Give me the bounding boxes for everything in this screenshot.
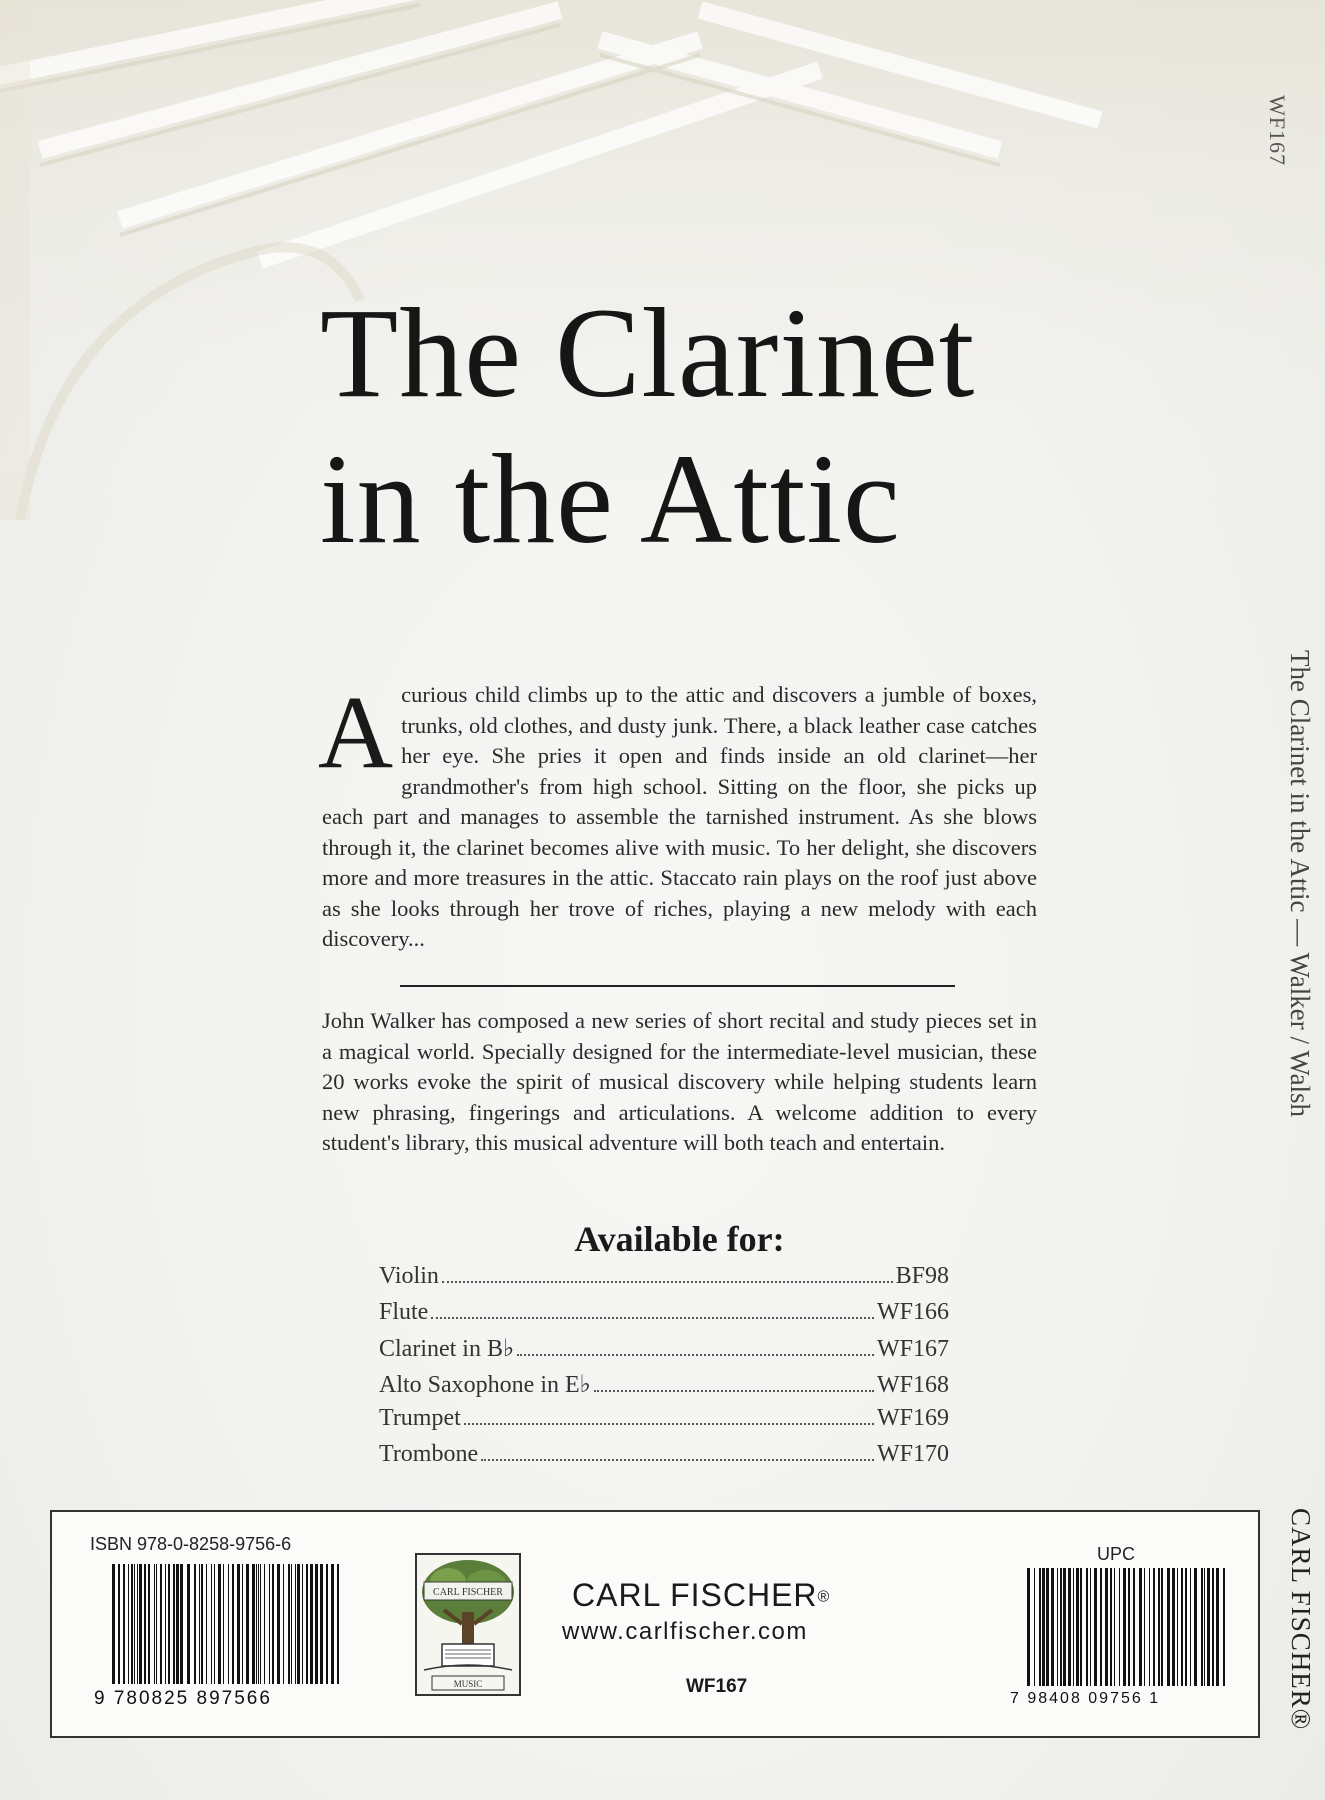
edition-row	[379, 1370, 949, 1406]
edition-dot-leader	[464, 1423, 874, 1425]
barcode-bar	[112, 1564, 115, 1684]
barcode-bar	[320, 1564, 323, 1684]
edition-code: WF169	[877, 1405, 949, 1431]
isbn-digits: 9 780825 897566	[94, 1688, 272, 1709]
barcode-bar	[237, 1564, 240, 1684]
available-heading: Available for:	[574, 1219, 785, 1259]
barcode-bar	[283, 1564, 284, 1684]
barcode-bar	[160, 1564, 162, 1684]
edition-row	[379, 1299, 949, 1335]
barcode-bar	[1172, 1568, 1175, 1686]
spine-catalog-code: WF167	[1265, 95, 1290, 166]
barcode-bar	[218, 1564, 221, 1684]
edition-instrument: Violin	[379, 1263, 439, 1289]
barcode-bar	[1046, 1568, 1049, 1686]
edition-row	[379, 1441, 949, 1477]
description-text: curious child climbs up to the attic and discovers a jumble of boxes, trunks, old clothes, and dusty junk. There, a black leather case catches her eye. She pries it open and finds inside an old clarinet—her grandmother's from high school. Sitting on the floor, she picks up each part and manages to assemble the tarnished instrument. As she blows through it, the clarinet becomes alive with music. To her delight, she discovers more and more treasures in the attic. Staccato rain plays on the roof just above as she looks through her trove of riches, playing a new melody with each discovery...	[322, 682, 1037, 951]
barcode-bar	[1063, 1568, 1066, 1686]
barcode-bar	[1086, 1568, 1088, 1686]
barcode-bar	[232, 1564, 234, 1684]
registered-mark: ®	[817, 1588, 831, 1606]
edition-dot-leader	[594, 1390, 874, 1392]
barcode-bar	[168, 1564, 170, 1684]
barcode-bar	[139, 1564, 142, 1684]
logo-text-bottom: MUSIC	[453, 1679, 483, 1689]
barcode-bar	[1216, 1568, 1219, 1686]
barcode-bar	[1212, 1568, 1214, 1686]
upc-barcode	[1027, 1568, 1227, 1686]
barcode-bar	[128, 1564, 129, 1684]
barcode-bar	[310, 1564, 313, 1684]
barcode-bar	[1114, 1568, 1115, 1686]
barcode-bar	[1194, 1568, 1197, 1686]
barcode-bar	[1149, 1568, 1150, 1686]
barcode-bar	[223, 1564, 224, 1684]
barcode-bar	[242, 1564, 243, 1684]
barcode-bar	[1051, 1568, 1054, 1686]
barcode-bar	[295, 1564, 296, 1684]
about-text: John Walker has composed a new series of short recital and study pieces set in a magical world. Specially designed for the intermediate-level musician, these 20 works evoke the spirit of musical discovery while helping students learn new phrasing, fingerings and articulations. A welcome addition to every student's library, this musical adventure will both teach and entertain.	[322, 1008, 1037, 1155]
edition-instrument: Trombone	[379, 1440, 479, 1467]
barcode-bar	[1133, 1568, 1135, 1686]
barcode-bar	[1100, 1568, 1102, 1686]
barcode-bar	[1034, 1568, 1035, 1686]
barcode-bar	[1144, 1568, 1145, 1686]
barcode-bar	[211, 1564, 212, 1684]
barcode-bar	[201, 1564, 203, 1684]
barcode-bar	[173, 1564, 175, 1684]
barcode-bar	[1204, 1568, 1205, 1686]
barcode-bar	[1223, 1568, 1225, 1686]
publisher-website[interactable]: www.carlfischer.com	[562, 1618, 808, 1645]
barcode-bar	[134, 1564, 135, 1684]
publisher-name	[572, 1577, 830, 1614]
edition-instrument: Flute	[379, 1298, 429, 1325]
barcode-panel	[50, 1510, 1260, 1738]
barcode-bar	[1158, 1568, 1160, 1686]
barcode-bar	[1105, 1568, 1108, 1686]
title-line-2: in the Attic	[320, 428, 901, 570]
barcode-bar	[326, 1564, 328, 1684]
barcode-bar	[1090, 1568, 1091, 1686]
barcode-bar	[1042, 1568, 1045, 1686]
barcode-bar	[1161, 1568, 1163, 1686]
barcode-bar	[194, 1564, 196, 1684]
barcode-bar	[337, 1564, 339, 1684]
barcode-bar	[131, 1564, 133, 1684]
barcode-bar	[331, 1564, 334, 1684]
barcode-bar	[187, 1564, 190, 1684]
edition-instrument: Clarinet in B♭	[379, 1336, 515, 1362]
barcode-bar	[123, 1564, 125, 1684]
barcode-bar	[148, 1564, 150, 1684]
edition-code: WF167	[877, 1336, 949, 1362]
edition-code: WF168	[877, 1371, 949, 1398]
barcode-bar	[1057, 1568, 1058, 1686]
barcode-bar	[1039, 1568, 1041, 1686]
section-divider	[400, 985, 955, 987]
barcode-bar	[1123, 1568, 1126, 1686]
barcode-bar	[297, 1564, 300, 1684]
edition-dot-leader	[442, 1281, 893, 1283]
barcode-bar	[1080, 1568, 1082, 1686]
edition-dot-leader	[481, 1459, 874, 1461]
barcode-bar	[1153, 1568, 1155, 1686]
barcode-bar	[1207, 1568, 1210, 1686]
barcode-bar	[1068, 1568, 1071, 1686]
barcode-bar	[176, 1564, 179, 1684]
spine-title: The Clarinet in the Attic — Walker / Walsh	[1285, 650, 1315, 1118]
edition-dot-leader	[517, 1354, 874, 1356]
barcode-bar	[214, 1564, 215, 1684]
barcode-bar	[1060, 1568, 1062, 1686]
drop-cap: A	[318, 675, 394, 790]
barcode-bar	[291, 1564, 292, 1684]
barcode-bar	[1190, 1568, 1191, 1686]
catalog-number: WF167	[686, 1676, 748, 1697]
edition-instrument: Trumpet	[379, 1405, 461, 1431]
publisher-name-text: CARL FISCHER	[572, 1577, 818, 1613]
carl-fischer-logo	[414, 1552, 522, 1697]
edition-instrument: Alto Saxophone in E♭	[379, 1371, 591, 1398]
barcode-bar	[180, 1564, 183, 1684]
editions-list	[379, 1263, 949, 1476]
barcode-bar	[277, 1564, 280, 1684]
barcode-bar	[1181, 1568, 1183, 1686]
barcode-bar	[118, 1564, 120, 1684]
barcode-bar	[252, 1564, 255, 1684]
edition-code: BF98	[895, 1263, 949, 1289]
logo-text-top: CARL FISCHER	[433, 1587, 503, 1598]
barcode-bar	[256, 1564, 257, 1684]
isbn-label: ISBN 978-0-8258-9756-6	[90, 1534, 292, 1554]
barcode-bar	[1073, 1568, 1074, 1686]
isbn-barcode	[112, 1564, 342, 1684]
edition-row	[379, 1405, 949, 1441]
barcode-bar	[1177, 1568, 1178, 1686]
barcode-bar	[258, 1564, 259, 1684]
barcode-bar	[1119, 1568, 1120, 1686]
barcode-bar	[288, 1564, 290, 1684]
barcode-bar	[137, 1564, 138, 1684]
book-title	[320, 280, 1080, 572]
edition-code: WF170	[877, 1440, 949, 1467]
barcode-bar	[306, 1564, 308, 1684]
barcode-bar	[1185, 1568, 1187, 1686]
barcode-bar	[1139, 1568, 1142, 1686]
barcode-bar	[1094, 1568, 1097, 1686]
edition-row	[379, 1334, 949, 1370]
story-description	[318, 675, 1037, 955]
barcode-bar	[228, 1564, 229, 1684]
upc-digits: 7 98408 09756 1	[1010, 1690, 1161, 1707]
barcode-bar	[1076, 1568, 1079, 1686]
barcode-bar	[1110, 1568, 1112, 1686]
barcode-bar	[1128, 1568, 1130, 1686]
barcode-bar	[260, 1564, 261, 1684]
edition-row	[379, 1263, 949, 1299]
barcode-bar	[206, 1564, 207, 1684]
barcode-bar	[156, 1564, 157, 1684]
edition-dot-leader	[431, 1317, 874, 1319]
barcode-bar	[1201, 1568, 1203, 1686]
barcode-bar	[269, 1564, 270, 1684]
spine-publisher: CARL FISCHER®	[1286, 1508, 1316, 1731]
barcode-bar	[315, 1564, 318, 1684]
title-line-1: The Clarinet	[320, 282, 976, 424]
barcode-bar	[302, 1564, 303, 1684]
barcode-bar	[154, 1564, 155, 1684]
barcode-bar	[272, 1564, 274, 1684]
barcode-bar	[144, 1564, 146, 1684]
upc-label: UPC	[1097, 1544, 1136, 1564]
barcode-bar	[1167, 1568, 1170, 1686]
barcode-bar	[264, 1564, 265, 1684]
edition-code: WF166	[877, 1298, 949, 1325]
barcode-bar	[165, 1564, 166, 1684]
barcode-bar	[1027, 1568, 1030, 1686]
barcode-bar	[199, 1564, 200, 1684]
barcode-bar	[246, 1564, 249, 1684]
